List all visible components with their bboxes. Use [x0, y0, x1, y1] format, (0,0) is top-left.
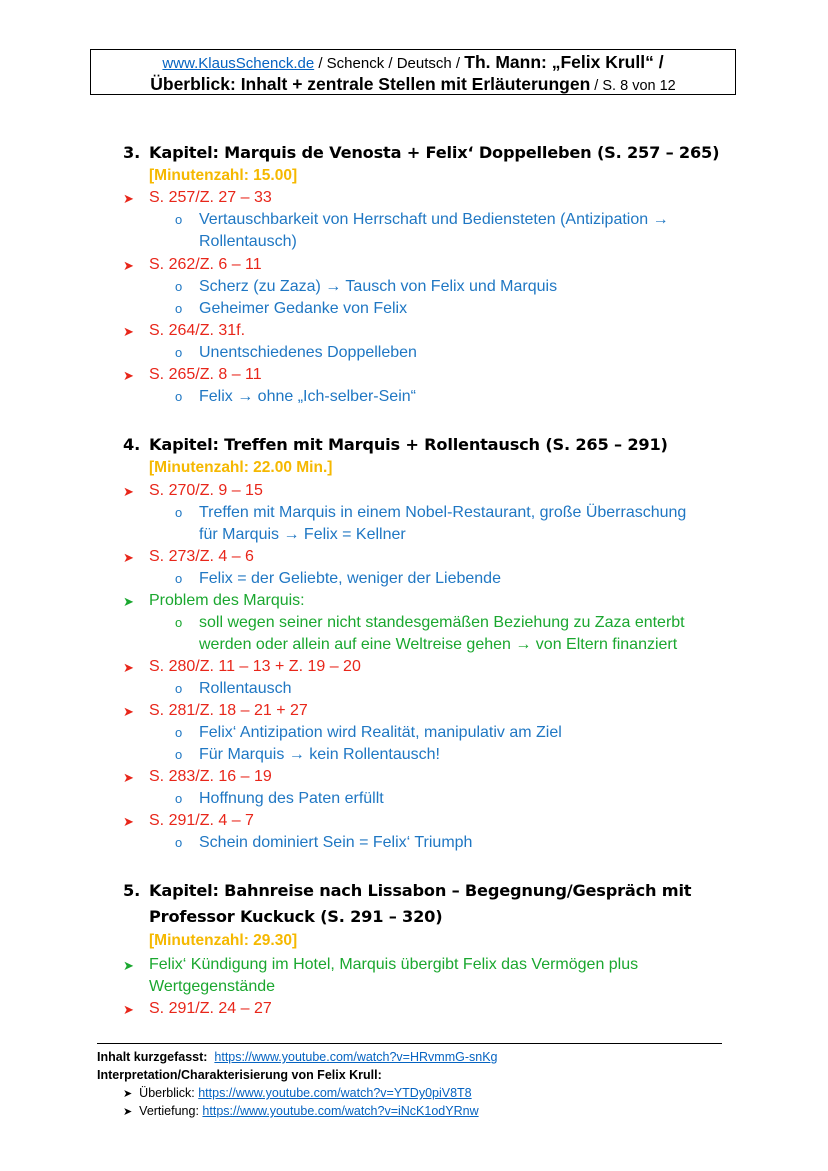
minutes-label: [Minutenzahl: 15.00] [149, 167, 298, 184]
problem-heading: Problem des Marquis: [149, 592, 305, 609]
arrow-bullet-icon: ➤ [123, 1106, 133, 1118]
page-header [90, 49, 736, 95]
footer-summary: Inhalt kurzgefasst: https://www.youtube.com/watch?v=HRvmmG-snKg [97, 1050, 498, 1064]
note-item: Felix‘ Antizipation wird Realität, manipulativ am Ziel [199, 724, 562, 741]
page-reference: S. 281/Z. 18 – 21 + 27 [149, 702, 308, 719]
arrow-bullet-icon: ➤ [123, 704, 134, 719]
arrow-bullet-icon: ➤ [123, 550, 134, 565]
page-reference: S. 262/Z. 6 – 11 [149, 256, 262, 273]
circle-bullet-icon: o [175, 389, 183, 404]
chapter-heading: 3. Kapitel: Marquis de Venosta + Felix‘ Doppelleben (S. 257 – 265) [123, 143, 720, 162]
arrow-bullet-icon: ➤ [123, 1002, 134, 1017]
arrow-bullet-icon: ➤ [123, 594, 134, 609]
arrow-bullet-icon: ➤ [123, 258, 134, 273]
arrow-bullet-icon: ➤ [123, 324, 134, 339]
note-item: Geheimer Gedanke von Felix [199, 300, 408, 317]
minutes-label: [Minutenzahl: 22.00 Min.] [149, 459, 333, 476]
arrow-bullet-icon: ➤ [123, 191, 134, 206]
deep-link[interactable]: https://www.youtube.com/watch?v=iNcK1odYRnw [202, 1104, 479, 1118]
circle-bullet-icon: o [175, 791, 183, 806]
chapter-heading: 4. Kapitel: Treffen mit Marquis + Rollentausch (S. 265 – 291) [123, 435, 668, 454]
page-reference: S. 280/Z. 11 – 13 + Z. 19 – 20 [149, 658, 361, 675]
page-reference: S. 283/Z. 16 – 19 [149, 768, 272, 785]
note-item: Für Marquis → kein Rollentausch! [199, 746, 440, 763]
arrow-bullet-icon: ➤ [123, 484, 134, 499]
note-item: Felix → ohne „Ich-selber-Sein“ [199, 388, 416, 405]
note-item: Hoffnung des Paten erfüllt [199, 790, 384, 807]
arrow-bullet-icon: ➤ [123, 958, 134, 973]
breadcrumb: / Schenck / Deutsch / [314, 55, 465, 72]
page-reference: S. 291/Z. 24 – 27 [149, 1000, 272, 1017]
footer-divider [97, 1043, 722, 1044]
note-item: soll wegen seiner nicht standesgemäßen Beziehung zu Zaza enterbt [199, 614, 685, 631]
minutes-label: [Minutenzahl: 29.30] [149, 932, 298, 949]
circle-bullet-icon: o [175, 835, 183, 850]
arrow-bullet-icon: ➤ [123, 814, 134, 829]
page-reference: S. 257/Z. 27 – 33 [149, 189, 272, 206]
note-item: Schein dominiert Sein = Felix‘ Triumph [199, 834, 473, 851]
overview-link[interactable]: https://www.youtube.com/watch?v=YTDy0piV8T8 [198, 1086, 472, 1100]
arrow-bullet-icon: ➤ [123, 368, 134, 383]
footer-overview: ➤ Überblick: https://www.youtube.com/watch?v=YTDy0piV8T8 [123, 1086, 472, 1100]
header-line-2 [91, 74, 735, 97]
note-item: Rollentausch [199, 680, 292, 697]
page-reference: S. 265/Z. 8 – 11 [149, 366, 262, 383]
note-item: Felix‘ Kündigung im Hotel, Marquis übergibt Felix das Vermögen plus [149, 956, 639, 973]
circle-bullet-icon: o [175, 279, 183, 294]
arrow-bullet-icon: ➤ [123, 1088, 133, 1100]
circle-bullet-icon: o [175, 681, 183, 696]
page-reference: S. 270/Z. 9 – 15 [149, 482, 263, 499]
circle-bullet-icon: o [175, 747, 183, 762]
footer-deep: ➤ Vertiefung: https://www.youtube.com/watch?v=iNcK1odYRnw [123, 1104, 479, 1118]
site-link[interactable]: www.KlausSchenck.de [162, 55, 315, 72]
page-reference: S. 264/Z. 31f. [149, 322, 246, 339]
circle-bullet-icon: o [175, 505, 183, 520]
note-item: Vertauschbarkeit von Herrschaft und Bediensteten (Antizipation → [199, 211, 669, 228]
arrow-bullet-icon: ➤ [123, 660, 134, 675]
doc-title: Überblick: Inhalt + zentrale Stellen mit Erläuterungen [150, 74, 591, 94]
circle-bullet-icon: o [175, 615, 183, 630]
note-item: Unentschiedenes Doppelleben [199, 344, 417, 361]
page-reference: S. 273/Z. 4 – 6 [149, 548, 254, 565]
note-item: für Marquis → Felix = Kellner [199, 526, 406, 543]
note-item: Felix = der Geliebte, weniger der Liebende [199, 570, 501, 587]
chapter-heading: 5. Kapitel: Bahnreise nach Lissabon – Begegnung/Gespräch mit [123, 881, 692, 900]
note-item: Wertgegenstände [149, 978, 276, 995]
circle-bullet-icon: o [175, 345, 183, 360]
arrow-bullet-icon: ➤ [123, 770, 134, 785]
note-item: Rollentausch) [199, 233, 297, 250]
circle-bullet-icon: o [175, 212, 183, 227]
page-number: / S. 8 von 12 [590, 78, 676, 94]
circle-bullet-icon: o [175, 571, 183, 586]
circle-bullet-icon: o [175, 301, 183, 316]
circle-bullet-icon: o [175, 725, 183, 740]
footer-interpretation: Interpretation/Charakterisierung von Felix Krull: [97, 1068, 382, 1082]
note-item: werden oder allein auf eine Weltreise gehen → von Eltern finanziert [199, 636, 678, 653]
summary-link[interactable]: https://www.youtube.com/watch?v=HRvmmG-snKg [214, 1050, 498, 1064]
note-item: Treffen mit Marquis in einem Nobel-Restaurant, große Überraschung [199, 504, 687, 521]
header-line-1 [91, 52, 735, 74]
page-reference: S. 291/Z. 4 – 7 [149, 812, 254, 829]
chapter-heading-cont: Professor Kuckuck (S. 291 – 320) [149, 907, 443, 926]
work-title: Th. Mann: „Felix Krull“ / [464, 52, 664, 72]
note-item: Scherz (zu Zaza) → Tausch von Felix und Marquis [199, 278, 558, 295]
